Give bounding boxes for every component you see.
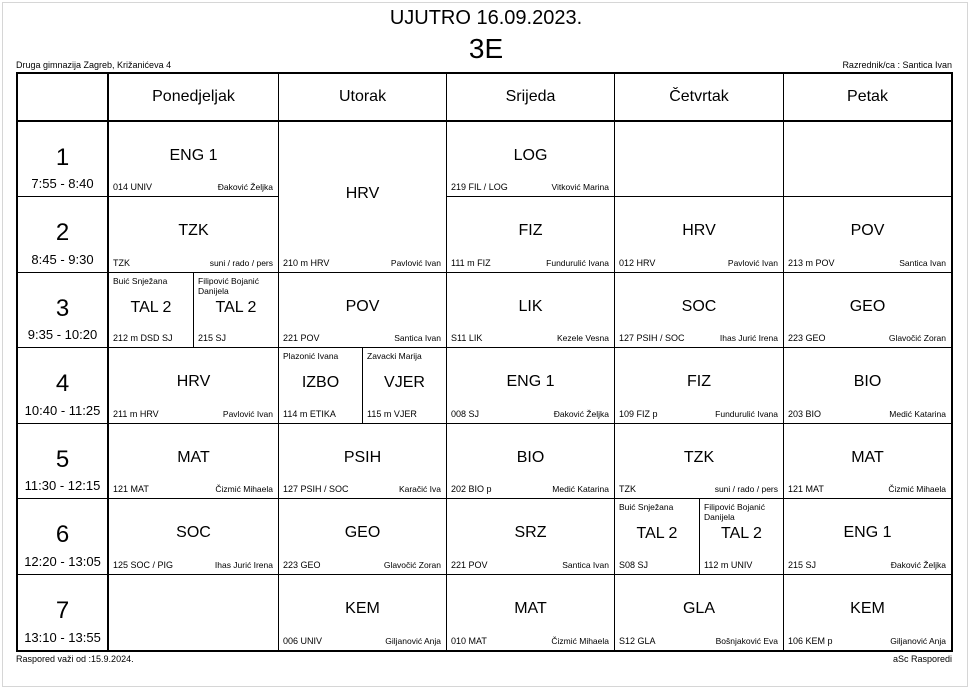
period-cell (18, 122, 109, 197)
lesson-room: TZK (113, 257, 130, 268)
lesson-subject: MAT (177, 448, 210, 466)
lesson-room: 014 UNIV (113, 182, 153, 193)
lesson-cell (109, 273, 194, 348)
lesson-teacher: Medić Katarina (552, 484, 609, 495)
lesson-cell (615, 424, 784, 499)
school-name: Druga gimnazija Zagreb, Križanićeva 4 (16, 60, 172, 70)
lesson-teacher: Đaković Željka (553, 408, 609, 419)
lesson-teacher: Fundurulić Ivana (715, 408, 778, 419)
lesson-subject: VJER (384, 374, 425, 392)
lesson-subject: MAT (851, 448, 884, 466)
period-cell (18, 348, 109, 423)
lesson-cell (447, 197, 615, 272)
lesson-subject: ENG 1 (506, 373, 555, 391)
lesson-cell (615, 575, 784, 650)
lesson-cell (784, 575, 951, 650)
lesson-teacher: Đaković Željka (217, 182, 273, 193)
period-cell (18, 273, 109, 348)
lesson-cell (447, 273, 615, 348)
lesson-subject: TAL 2 (636, 525, 678, 543)
lesson-room: 203 BIO (788, 408, 822, 419)
period-number: 2 (55, 219, 70, 247)
lesson-subject: BIO (853, 373, 882, 391)
lesson-cell (447, 499, 615, 574)
lesson-subject: LOG (513, 147, 548, 164)
lesson-subject: KEM (345, 599, 380, 617)
lesson-teacher: Ihas Jurić Irena (214, 559, 273, 570)
lesson-teacher: Santica Ivan (899, 257, 946, 268)
lesson-subject: ENG 1 (169, 147, 218, 164)
lesson-subject: GLA (682, 599, 715, 617)
lesson-teacher: Glavočić Zoran (888, 333, 946, 344)
lesson-teacher: Filipović Bojanić Danijela (704, 502, 765, 523)
lesson-room: 213 m POV (788, 257, 835, 268)
period-cell (18, 424, 109, 499)
lesson-subject: FIZ (687, 373, 711, 391)
lesson-cell (194, 273, 279, 348)
lesson-teacher: Zavacki Marija (367, 351, 422, 362)
empty-slot (109, 575, 279, 650)
lesson-teacher: Ihas Jurić Irena (719, 333, 778, 344)
lesson-room: 114 m ETIKA (283, 408, 336, 419)
lesson-cell (109, 424, 279, 499)
lesson-room: S08 SJ (619, 559, 649, 570)
day-header: Petak (784, 74, 951, 122)
period-cell (18, 197, 109, 272)
lesson-teacher: Čizmić Mihaela (551, 635, 609, 646)
period-cell (18, 499, 109, 574)
lesson-cell (279, 424, 447, 499)
lesson-room: 223 GEO (283, 559, 321, 570)
lesson-teacher: Karačić Iva (398, 484, 441, 495)
empty-slot (615, 122, 784, 197)
lesson-room: 012 HRV (619, 257, 656, 268)
lesson-room: 106 KEM p (788, 635, 833, 646)
timetable-grid (16, 72, 953, 652)
lesson-teacher: suni / rado / pers (714, 484, 778, 495)
lesson-subject: SOC (176, 524, 211, 542)
lesson-teacher: Čizmić Mihaela (888, 484, 946, 495)
lesson-teacher: Giljanović Anja (385, 635, 441, 646)
lesson-cell (279, 499, 447, 574)
lesson-room: 115 m VJER (367, 408, 417, 419)
lesson-cell (784, 273, 951, 348)
lesson-room: TZK (619, 484, 636, 495)
lesson-subject: FIZ (518, 222, 543, 240)
lesson-teacher: Giljanović Anja (890, 635, 946, 646)
lesson-cell (109, 348, 279, 423)
lesson-subject: HRV (345, 185, 380, 203)
lesson-room: S11 LIK (451, 333, 483, 344)
lesson-room: 215 SJ (198, 333, 227, 344)
lesson-subject: SOC (681, 297, 717, 315)
period-number: 3 (55, 294, 70, 322)
lesson-teacher: Pavlović Ivan (222, 408, 273, 419)
lesson-teacher: Santica Ivan (562, 559, 609, 570)
lesson-cell (447, 575, 615, 650)
lesson-subject: POV (850, 222, 885, 240)
lesson-room: 221 POV (451, 559, 488, 570)
lesson-teacher: Medić Katarina (889, 408, 946, 419)
lesson-room: S12 GLA (619, 635, 656, 646)
lesson-room: 109 FIZ p (619, 408, 658, 419)
lesson-cell (700, 499, 784, 574)
lesson-room: 221 POV (283, 333, 320, 344)
lesson-room: 215 SJ (788, 559, 817, 570)
validity-note: Raspored važi od :15.9.2024. (16, 654, 134, 664)
lesson-room: 219 FIL / LOG (451, 182, 508, 193)
lesson-teacher: Đaković Željka (890, 559, 946, 570)
lesson-teacher: suni / rado / pers (209, 257, 273, 268)
lesson-subject: KEM (850, 599, 885, 617)
lesson-subject: ENG 1 (843, 524, 892, 542)
day-header: Utorak (279, 74, 447, 122)
period-cell (18, 575, 109, 650)
lesson-cell (615, 197, 784, 272)
lesson-teacher: Kezele Vesna (557, 333, 609, 344)
lesson-cell (363, 348, 447, 423)
lesson-teacher: Buić Snježana (619, 502, 674, 513)
class-name: 3E (468, 33, 504, 64)
period-time: 13:10 - 13:55 (24, 629, 101, 645)
lesson-cell (784, 424, 951, 499)
lesson-room: 111 m FIZ (451, 257, 491, 268)
lesson-teacher: Fundurulić Ivana (546, 257, 609, 268)
lesson-subject: PSIH (343, 448, 382, 466)
lesson-cell (279, 122, 447, 273)
lesson-teacher: Plazonić Ivana (283, 351, 339, 362)
lesson-subject: TZK (683, 448, 715, 466)
lesson-cell (447, 122, 615, 197)
lesson-teacher: Pavlović Ivan (727, 257, 778, 268)
period-time: 9:35 - 10:20 (27, 327, 98, 343)
lesson-teacher: Buić Snježana (113, 275, 168, 286)
timetable-title: UJUTRO 16.09.2023. (389, 7, 583, 29)
homeroom-teacher: Razrednik/ca : Santica Ivan (842, 60, 952, 70)
lesson-room: 010 MAT (451, 635, 487, 646)
empty-slot (784, 122, 951, 197)
lesson-cell (447, 424, 615, 499)
period-number: 5 (55, 445, 70, 473)
lesson-cell (279, 273, 447, 348)
period-number: 1 (55, 144, 70, 171)
period-number: 6 (55, 521, 70, 549)
lesson-teacher: Bošnjaković Eva (715, 635, 778, 646)
lesson-cell (784, 348, 951, 423)
period-time: 12:20 - 13:05 (24, 553, 101, 569)
lesson-cell (109, 197, 279, 272)
software-credit: aSc Rasporedi (892, 654, 952, 664)
lesson-subject: TZK (178, 222, 209, 240)
lesson-cell (784, 499, 951, 574)
lesson-cell (109, 499, 279, 574)
lesson-cell (615, 348, 784, 423)
period-time: 8:45 - 9:30 (31, 251, 94, 267)
lesson-room: 223 GEO (788, 333, 826, 344)
lesson-room: 112 m UNIV (704, 559, 753, 570)
lesson-room: 127 PSIH / SOC (283, 484, 349, 495)
lesson-teacher: Čizmić Mihaela (215, 484, 273, 495)
lesson-cell (615, 499, 700, 574)
lesson-teacher: Glavočić Zoran (383, 559, 441, 570)
lesson-cell (109, 122, 279, 197)
lesson-subject: HRV (682, 222, 716, 240)
lesson-teacher: Vitković Marina (551, 182, 609, 193)
lesson-teacher: Pavlović Ivan (390, 257, 441, 268)
lesson-room: 202 BIO p (451, 484, 492, 495)
lesson-room: 125 SOC / PIG (113, 559, 174, 570)
lesson-cell (784, 197, 951, 272)
lesson-subject: POV (345, 297, 380, 315)
day-header: Srijeda (447, 74, 615, 122)
lesson-room: 006 UNIV (283, 635, 323, 646)
lesson-room: 211 m HRV (113, 408, 159, 419)
lesson-cell (615, 273, 784, 348)
lesson-subject: IZBO (301, 374, 340, 392)
lesson-room: 127 PSIH / SOC (619, 333, 685, 344)
lesson-subject: LIK (518, 297, 543, 315)
lesson-subject: TAL 2 (215, 298, 257, 316)
lesson-teacher: Santica Ivan (394, 333, 441, 344)
lesson-subject: HRV (176, 373, 211, 391)
lesson-room: 212 m DSD SJ (113, 333, 173, 344)
lesson-room: 008 SJ (451, 408, 480, 419)
lesson-cell (279, 575, 447, 650)
period-time: 11:30 - 12:15 (24, 478, 101, 494)
lesson-cell (279, 348, 363, 423)
period-number: 7 (55, 596, 70, 624)
lesson-subject: BIO (516, 448, 545, 466)
lesson-subject: SRZ (514, 524, 547, 542)
period-time: 7:55 - 8:40 (31, 176, 94, 192)
lesson-room: 210 m HRV (283, 257, 330, 268)
lesson-teacher: Filipović Bojanić Danijela (198, 275, 259, 296)
lesson-subject: TAL 2 (130, 298, 172, 316)
lesson-room: 121 MAT (113, 484, 149, 495)
day-header: Četvrtak (615, 74, 784, 122)
period-number: 4 (55, 370, 70, 398)
lesson-subject: GEO (849, 297, 886, 315)
header-corner (18, 74, 109, 122)
lesson-cell (447, 348, 615, 423)
lesson-subject: TAL 2 (721, 525, 762, 543)
period-time: 10:40 - 11:25 (24, 402, 101, 418)
lesson-subject: MAT (514, 599, 547, 617)
day-header: Ponedjeljak (109, 74, 279, 122)
lesson-subject: GEO (344, 524, 381, 542)
lesson-room: 121 MAT (788, 484, 824, 495)
